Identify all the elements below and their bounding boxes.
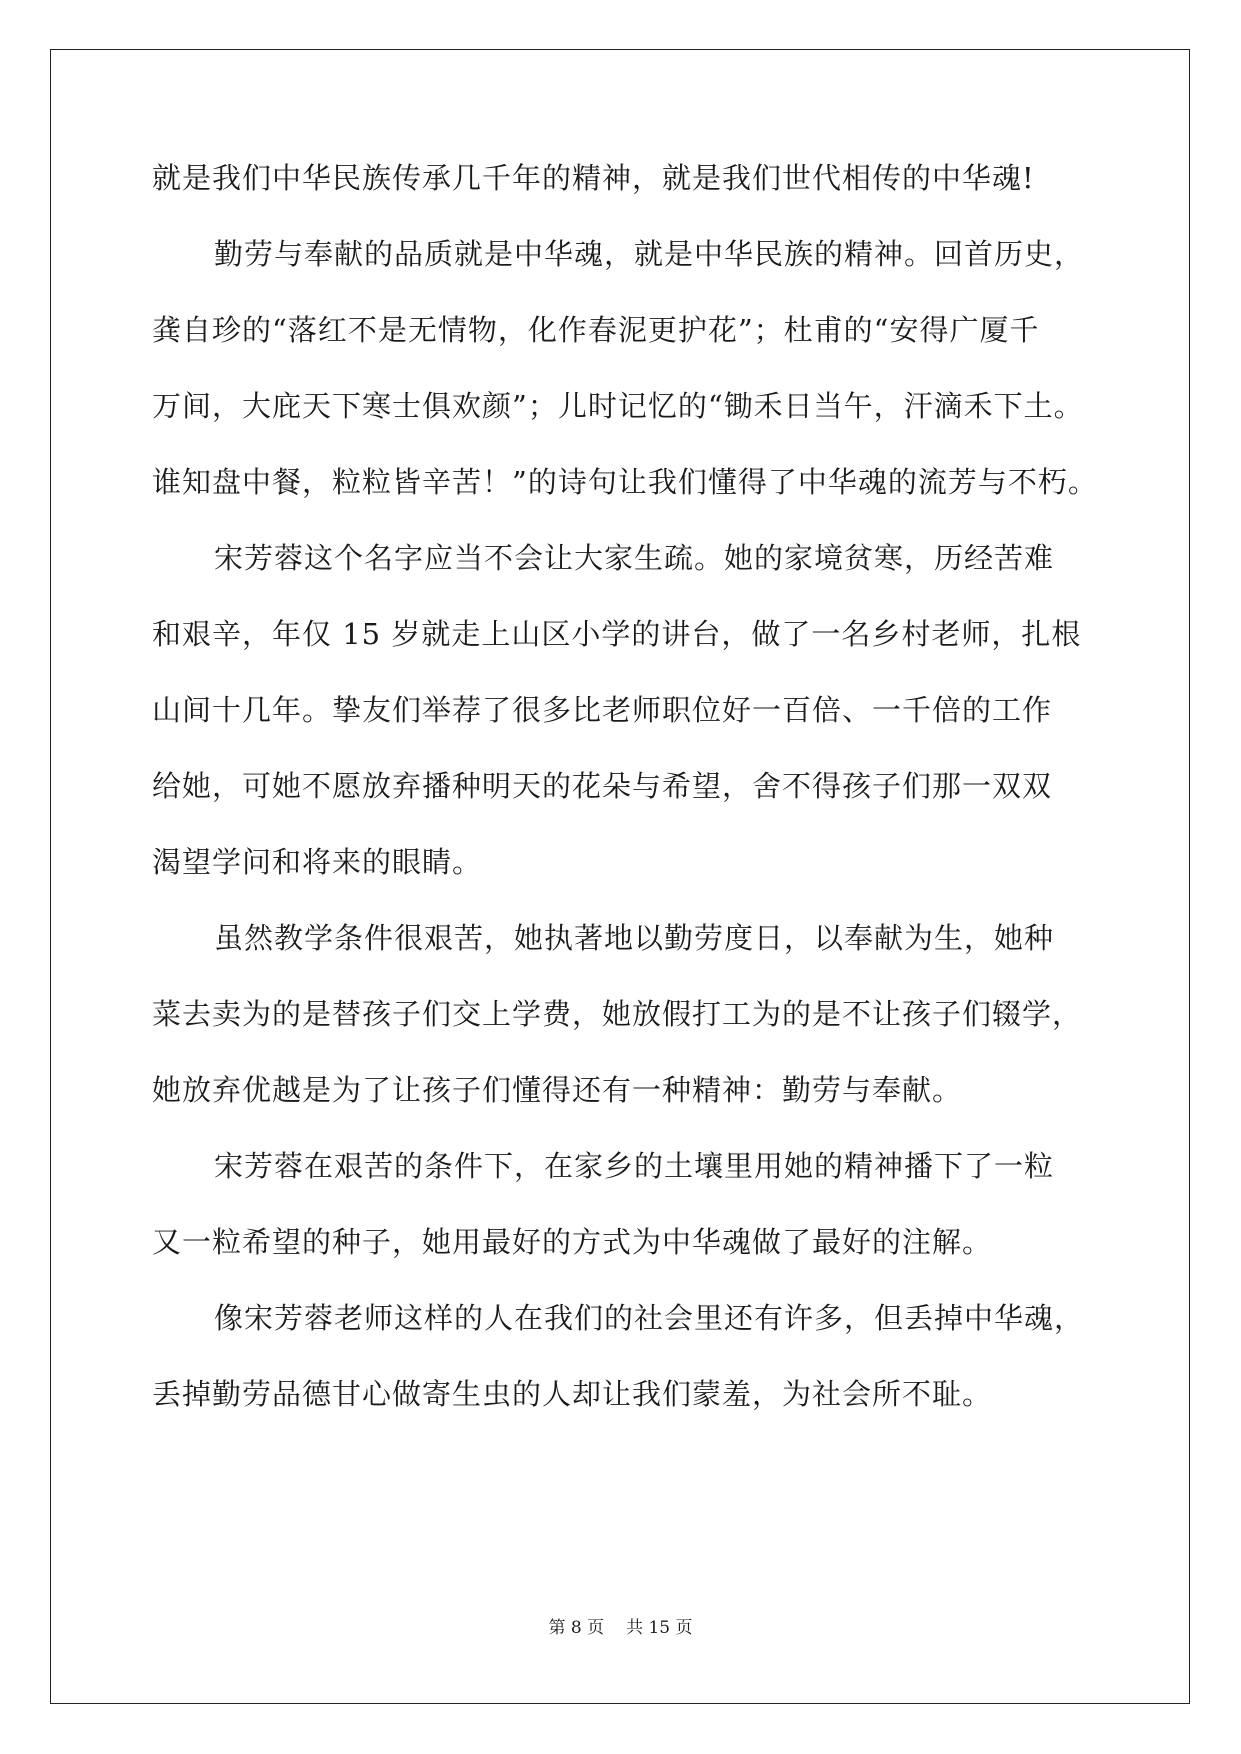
- text-line: 就是我们中华民族传承几千年的精神，就是我们世代相传的中华魂!: [152, 161, 1035, 195]
- page-total: 共 15 页: [626, 1618, 693, 1638]
- paragraph-first-line: 宋芳蓉这个名字应当不会让大家生疏。她的家境贫寒，历经苦难: [214, 541, 1055, 575]
- paragraph-first-line: 勤劳与奉献的品质就是中华魂，就是中华民族的精神。回首历史，: [214, 237, 1085, 271]
- page-number: 第 8 页: [548, 1618, 605, 1638]
- paragraph-first-line: 虽然教学条件很艰苦，她执著地以勤劳度日，以奉献为生，她种: [214, 921, 1055, 955]
- paragraph-first-line: 宋芳蓉在艰苦的条件下，在家乡的土壤里用她的精神播下了一粒: [214, 1149, 1055, 1183]
- text-line: 菜去卖为的是替孩子们交上学费，她放假打工为的是不让孩子们辍学，: [152, 997, 1083, 1031]
- text-line: 丢掉勤劳品德甘心做寄生虫的人却让我们蒙羞，为社会所不耻。: [152, 1377, 993, 1411]
- text-line: 谁知盘中餐，粒粒皆辛苦！”的诗句让我们懂得了中华魂的流芳与不朽。: [152, 465, 1098, 499]
- text-line: 和艰辛，年仅 15 岁就走上山区小学的讲台，做了一名乡村老师，扎根: [152, 617, 1082, 651]
- text-line: 又一粒希望的种子，她用最好的方式为中华魂做了最好的注解。: [152, 1225, 993, 1259]
- text-line: 她放弃优越是为了让孩子们懂得还有一种精神：勤劳与奉献。: [152, 1073, 963, 1107]
- text-line: 渴望学问和将来的眼睛。: [152, 845, 483, 879]
- text-line: 给她，可她不愿放弃播种明天的花朵与希望，舍不得孩子们那一双双: [152, 769, 1053, 803]
- text-line: 万间，大庇天下寒士俱欢颜”；儿时记忆的“锄禾日当午，汗滴禾下土。: [152, 389, 1084, 423]
- page-footer: [0, 1616, 1241, 1640]
- paragraph-first-line: 像宋芳蓉老师这样的人在我们的社会里还有许多，但丢掉中华魂，: [214, 1301, 1085, 1335]
- text-line: 龚自珍的“落红不是无情物，化作春泥更护花”；杜甫的“安得广厦千: [152, 313, 1040, 347]
- text-line: 山间十几年。挚友们举荐了很多比老师职位好一百倍、一千倍的工作: [152, 693, 1053, 727]
